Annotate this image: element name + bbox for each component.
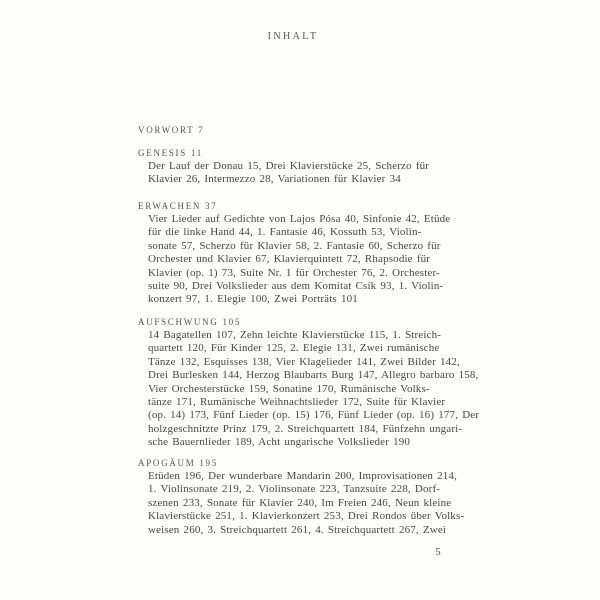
toc-line: Klavierstücke 251, 1. Klavierkonzert 253, Drei Rondos über Volks-: [148, 510, 465, 523]
section-heading: AUFSCHWUNG 105: [138, 317, 242, 327]
section-lines: [138, 470, 464, 537]
toc-line: für die linke Hand 44, 1. Fantasie 46, Kossuth 53, Violin-: [148, 226, 422, 239]
section-lines: [138, 329, 479, 450]
toc-line: 1. Violinsonate 219, 2. Violinsonate 223, Tanzsuite 228, Dorf-: [148, 483, 441, 496]
toc-section-apogaum: [138, 457, 464, 537]
toc-line: weisen 260, 3. Streichquartett 261, 4. Streichquartett 267, Zwei: [148, 523, 447, 536]
toc-line: sche Bauernlieder 189, Acht ungarische Volkslieder 190: [148, 436, 411, 449]
toc-line: konzert 97, 1. Elegie 100, Zwei Porträts 101: [148, 293, 358, 306]
toc-line: Etüden 196, Der wunderbare Mandarin 200, Improvisationen 214,: [148, 470, 457, 482]
toc-line: tänze 171, Rumänische Weihnachtslieder 172, Suite für Klavier: [148, 396, 446, 409]
section-lines: [138, 160, 429, 187]
section-heading: ERWACHEN 37: [138, 201, 218, 211]
toc-line: Drei Burlesken 144, Herzog Blaubarts Burg 147, Allegro barbaro 158,: [148, 369, 479, 382]
toc-line: Der Lauf der Donau 15, Drei Klavierstücke 25, Scherzo für: [148, 160, 430, 172]
toc-line: suite 90, Drei Volkslieder aus dem Komitat Csík 93, 1. Violin-: [148, 280, 444, 293]
section-lines: [138, 213, 450, 307]
toc-line: Vier Orchesterstücke 159, Sonatine 170, Rumänische Volks-: [148, 382, 430, 395]
page-title: INHALT: [267, 31, 319, 42]
toc-line: sonate 57, Scherzo für Klavier 58, 2. Fantasie 60, Scherzo für: [148, 239, 441, 252]
toc-line: (op. 14) 173, Fünf Lieder (op. 15) 176, Fünf Lieder (op. 16) 177, Der: [148, 409, 480, 422]
toc-line: 14 Bagatellen 107, Zehn leichte Klavierstücke 115, 1. Streich-: [148, 329, 442, 341]
toc-section-genesis: [138, 147, 429, 187]
section-heading: GENESIS 11: [138, 148, 203, 158]
toc-entry-vorwort: VORWORT 7: [138, 125, 205, 135]
toc-line: Vier Lieder auf Gedichte von Lajos Pósa 40, Sinfonie 42, Etüde: [148, 213, 451, 225]
toc-line: quartett 120, Für Kinder 125, 2. Elegie 131, Zwei rumänische: [148, 342, 440, 355]
toc-line: Orchester und Klavier 67, Klavierquintett 72, Rhapsodie für: [148, 253, 431, 266]
folio-page-number: 5: [435, 547, 441, 558]
toc-line: Klavier (op. 1) 73, Suite Nr. 1 für Orchester 76, 2. Orchester-: [148, 266, 440, 279]
toc-line: Tänze 132, Esquisses 138, Vier Klagelieder 141, Zwei Bilder 142,: [148, 355, 460, 368]
section-heading: APOGÄUM 195: [138, 458, 218, 468]
toc-section-aufschwung: [138, 316, 479, 450]
toc-line: Klavier 26, Intermezzo 28, Variationen für Klavier 34: [148, 173, 401, 186]
toc-line: szenen 233, Sonate für Klavier 240, Im Freien 246, Neun kleine: [148, 496, 452, 509]
toc-line: holzgeschnitzte Prinz 179, 2. Streichquartett 184, Fünfzehn ungari-: [148, 422, 463, 435]
toc-section-erwachen: [138, 200, 450, 307]
